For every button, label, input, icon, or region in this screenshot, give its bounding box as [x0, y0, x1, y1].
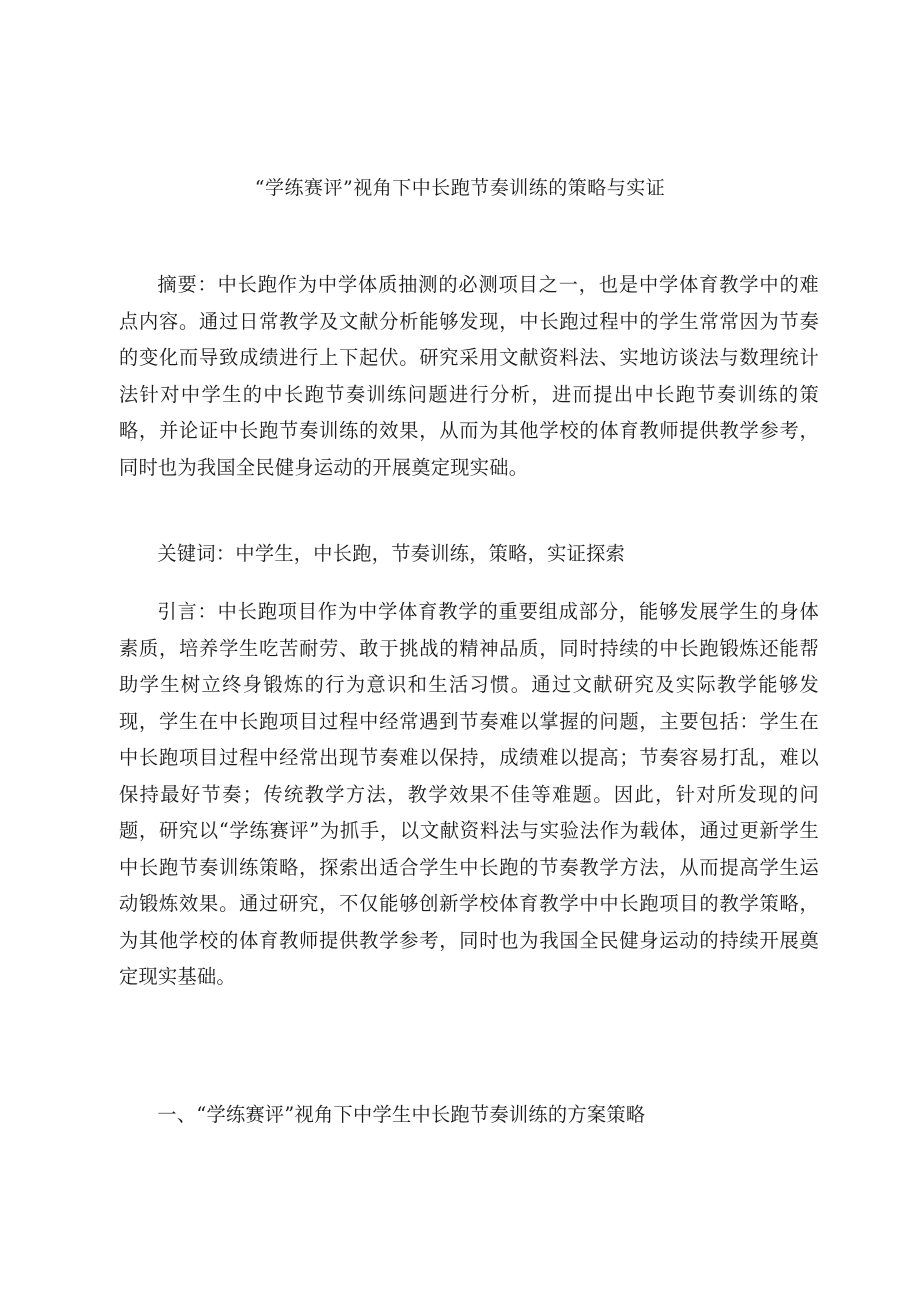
section-heading-1: 一、“学练赛评”视角下中学生中长跑节奏训练的方案策略 — [157, 1103, 646, 1126]
keywords-paragraph: 关键词：中学生，中长跑，节奏训练，策略，实证探索 — [157, 542, 626, 565]
abstract-paragraph: 摘要：中长跑作为中学体质抽测的必测项目之一，也是中学体育教学中的难点内容。通过日常教学及文献分析能够发现，中长跑过程中的学生常常因为节奏的变化而导致成绩进行上下起伏。研究采用文献资料法、实地访谈法与数理统计法针对中学生的中长跑节奏训练问题进行分析，进而提出中长跑节奏训练的策略，并论证中长跑节奏训练的效果，从而为其他学校的体育教师提供教学参考，同时也为我国全民健身运动的开展奠定现实础。 — [119, 273, 819, 479]
document-title: “学练赛评”视角下中长跑节奏训练的策略与实证 — [254, 177, 666, 199]
introduction-paragraph: 引言：中长跑项目作为中学体育教学的重要组成部分，能够发展学生的身体素质，培养学生吃苦耐劳、敢于挑战的精神品质，同时持续的中长跑锻炼还能帮助学生树立终身锻炼的行为意识和生活习惯。通过文献研究及实际教学能够发现，学生在中长跑项目过程中经常遇到节奏难以掌握的问题，主要包括：学生在中长跑项目过程中经常出现节奏难以保持，成绩难以提高；节奏容易打乱，难以保持最好节奏；传统教学方法，教学效果不佳等难题。因此，针对所发现的问题，研究以“学练赛评”为抓手，以文献资料法与实验法作为载体，通过更新学生中长跑节奏训练策略，探索出适合学生中长跑的节奏教学方法，从而提高学生运动锻炼效果。通过研究，不仅能够创新学校体育教学中中长跑项目的教学策略，为其他学校的体育教师提供教学参考，同时也为我国全民健身运动的持续开展奠定现实基础。 — [119, 600, 819, 988]
